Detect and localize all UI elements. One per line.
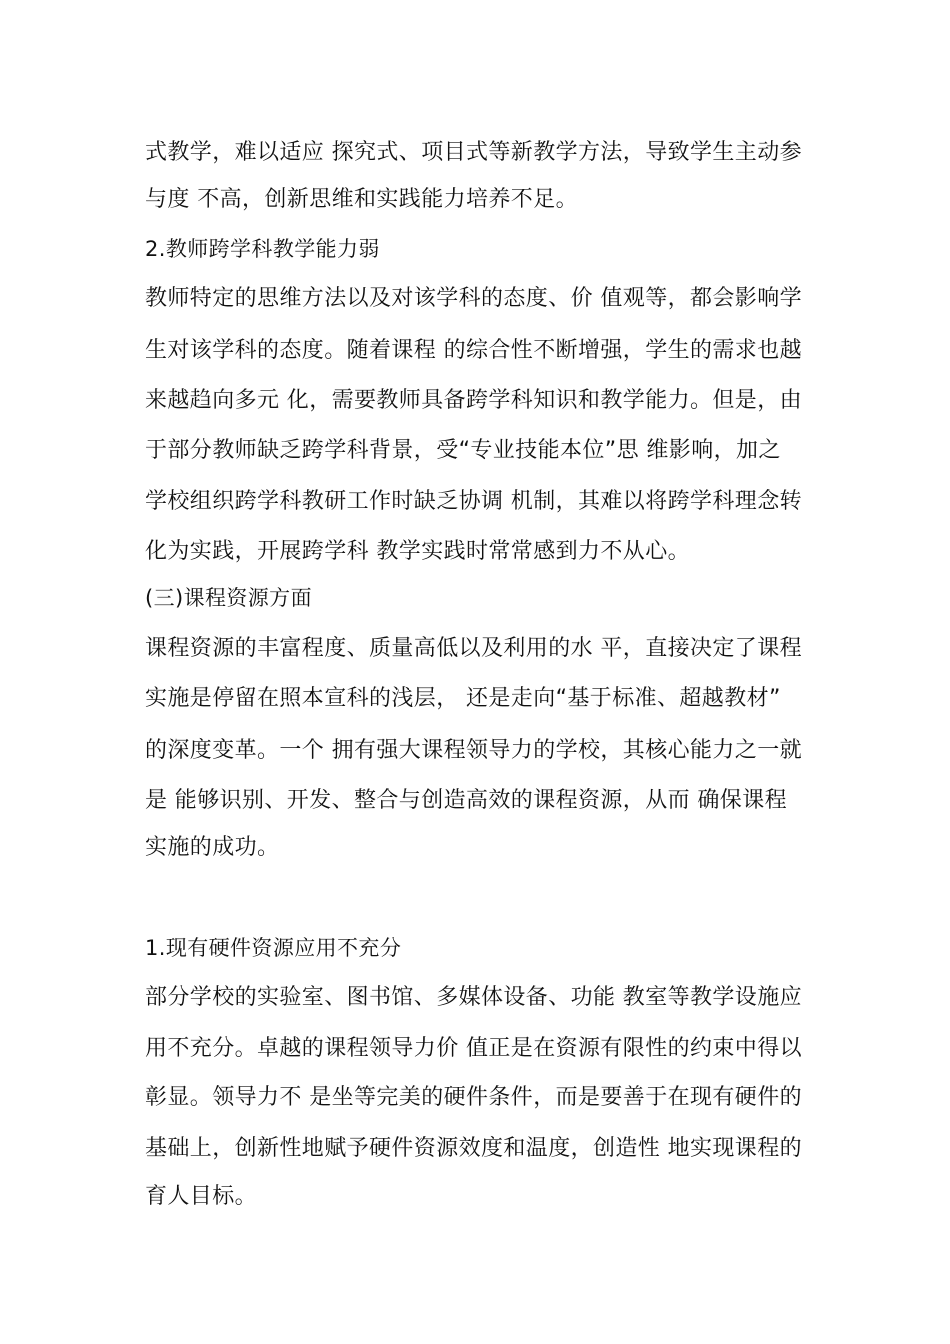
section-heading: 2.教师跨学科教学能力弱 bbox=[145, 237, 380, 261]
text-line: 学校组织跨学科教研工作时缺乏协调 机制，其难以将跨学科理念转 bbox=[145, 489, 802, 514]
section-heading: 1.现有硬件资源应用不充分 bbox=[145, 936, 402, 960]
text-line: 来越趋向多元 化，需要教师具备跨学科知识和教学能力。但是，由 bbox=[145, 388, 802, 413]
text-line: 实施的成功。 bbox=[145, 835, 280, 860]
text-line: 彰显。领导力不 是坐等完美的硬件条件，而是要善于在现有硬件的 bbox=[145, 1085, 802, 1110]
text-line: 育人目标。 bbox=[145, 1184, 258, 1209]
text-line: 于部分教师缺乏跨学科背景，受“专业技能本位”思 维影响，加之 bbox=[145, 438, 781, 463]
text-line: 部分学校的实验室、图书馆、多媒体设备、功能 教室等教学设施应 bbox=[145, 985, 802, 1010]
text-line: 教师特定的思维方法以及对该学科的态度、价 值观等，都会影响学 bbox=[145, 286, 802, 311]
text-line: 用不充分。卓越的课程领导力价 值正是在资源有限性的约束中得以 bbox=[145, 1036, 802, 1061]
text-line: 化为实践，开展跨学科 教学实践时常常感到力不从心。 bbox=[145, 539, 690, 564]
text-line: 是 能够识别、开发、整合与创造高效的课程资源，从而 确保课程 bbox=[145, 788, 787, 813]
text-line: 式教学，难以适应 探究式、项目式等新教学方法，导致学生主动参 bbox=[145, 140, 802, 165]
text-line: 的深度变革。一个 拥有强大课程领导力的学校，其核心能力之一就 bbox=[145, 738, 802, 763]
text-line: 实施是停留在照本宣科的浅层， 还是走向“基于标准、超越教材” bbox=[145, 686, 781, 711]
text-line: 与度 不高，创新思维和实践能力培养不足。 bbox=[145, 187, 578, 212]
section-heading: (三)课程资源方面 bbox=[145, 586, 312, 610]
text-line: 基础上，创新性地赋予硬件资源效度和温度，创造性 地实现课程的 bbox=[145, 1136, 802, 1161]
text-line: 课程资源的丰富程度、质量高低以及利用的水 平，直接决定了课程 bbox=[145, 636, 802, 661]
text-line: 生对该学科的态度。随着课程 的综合性不断增强，学生的需求也越 bbox=[145, 338, 802, 363]
